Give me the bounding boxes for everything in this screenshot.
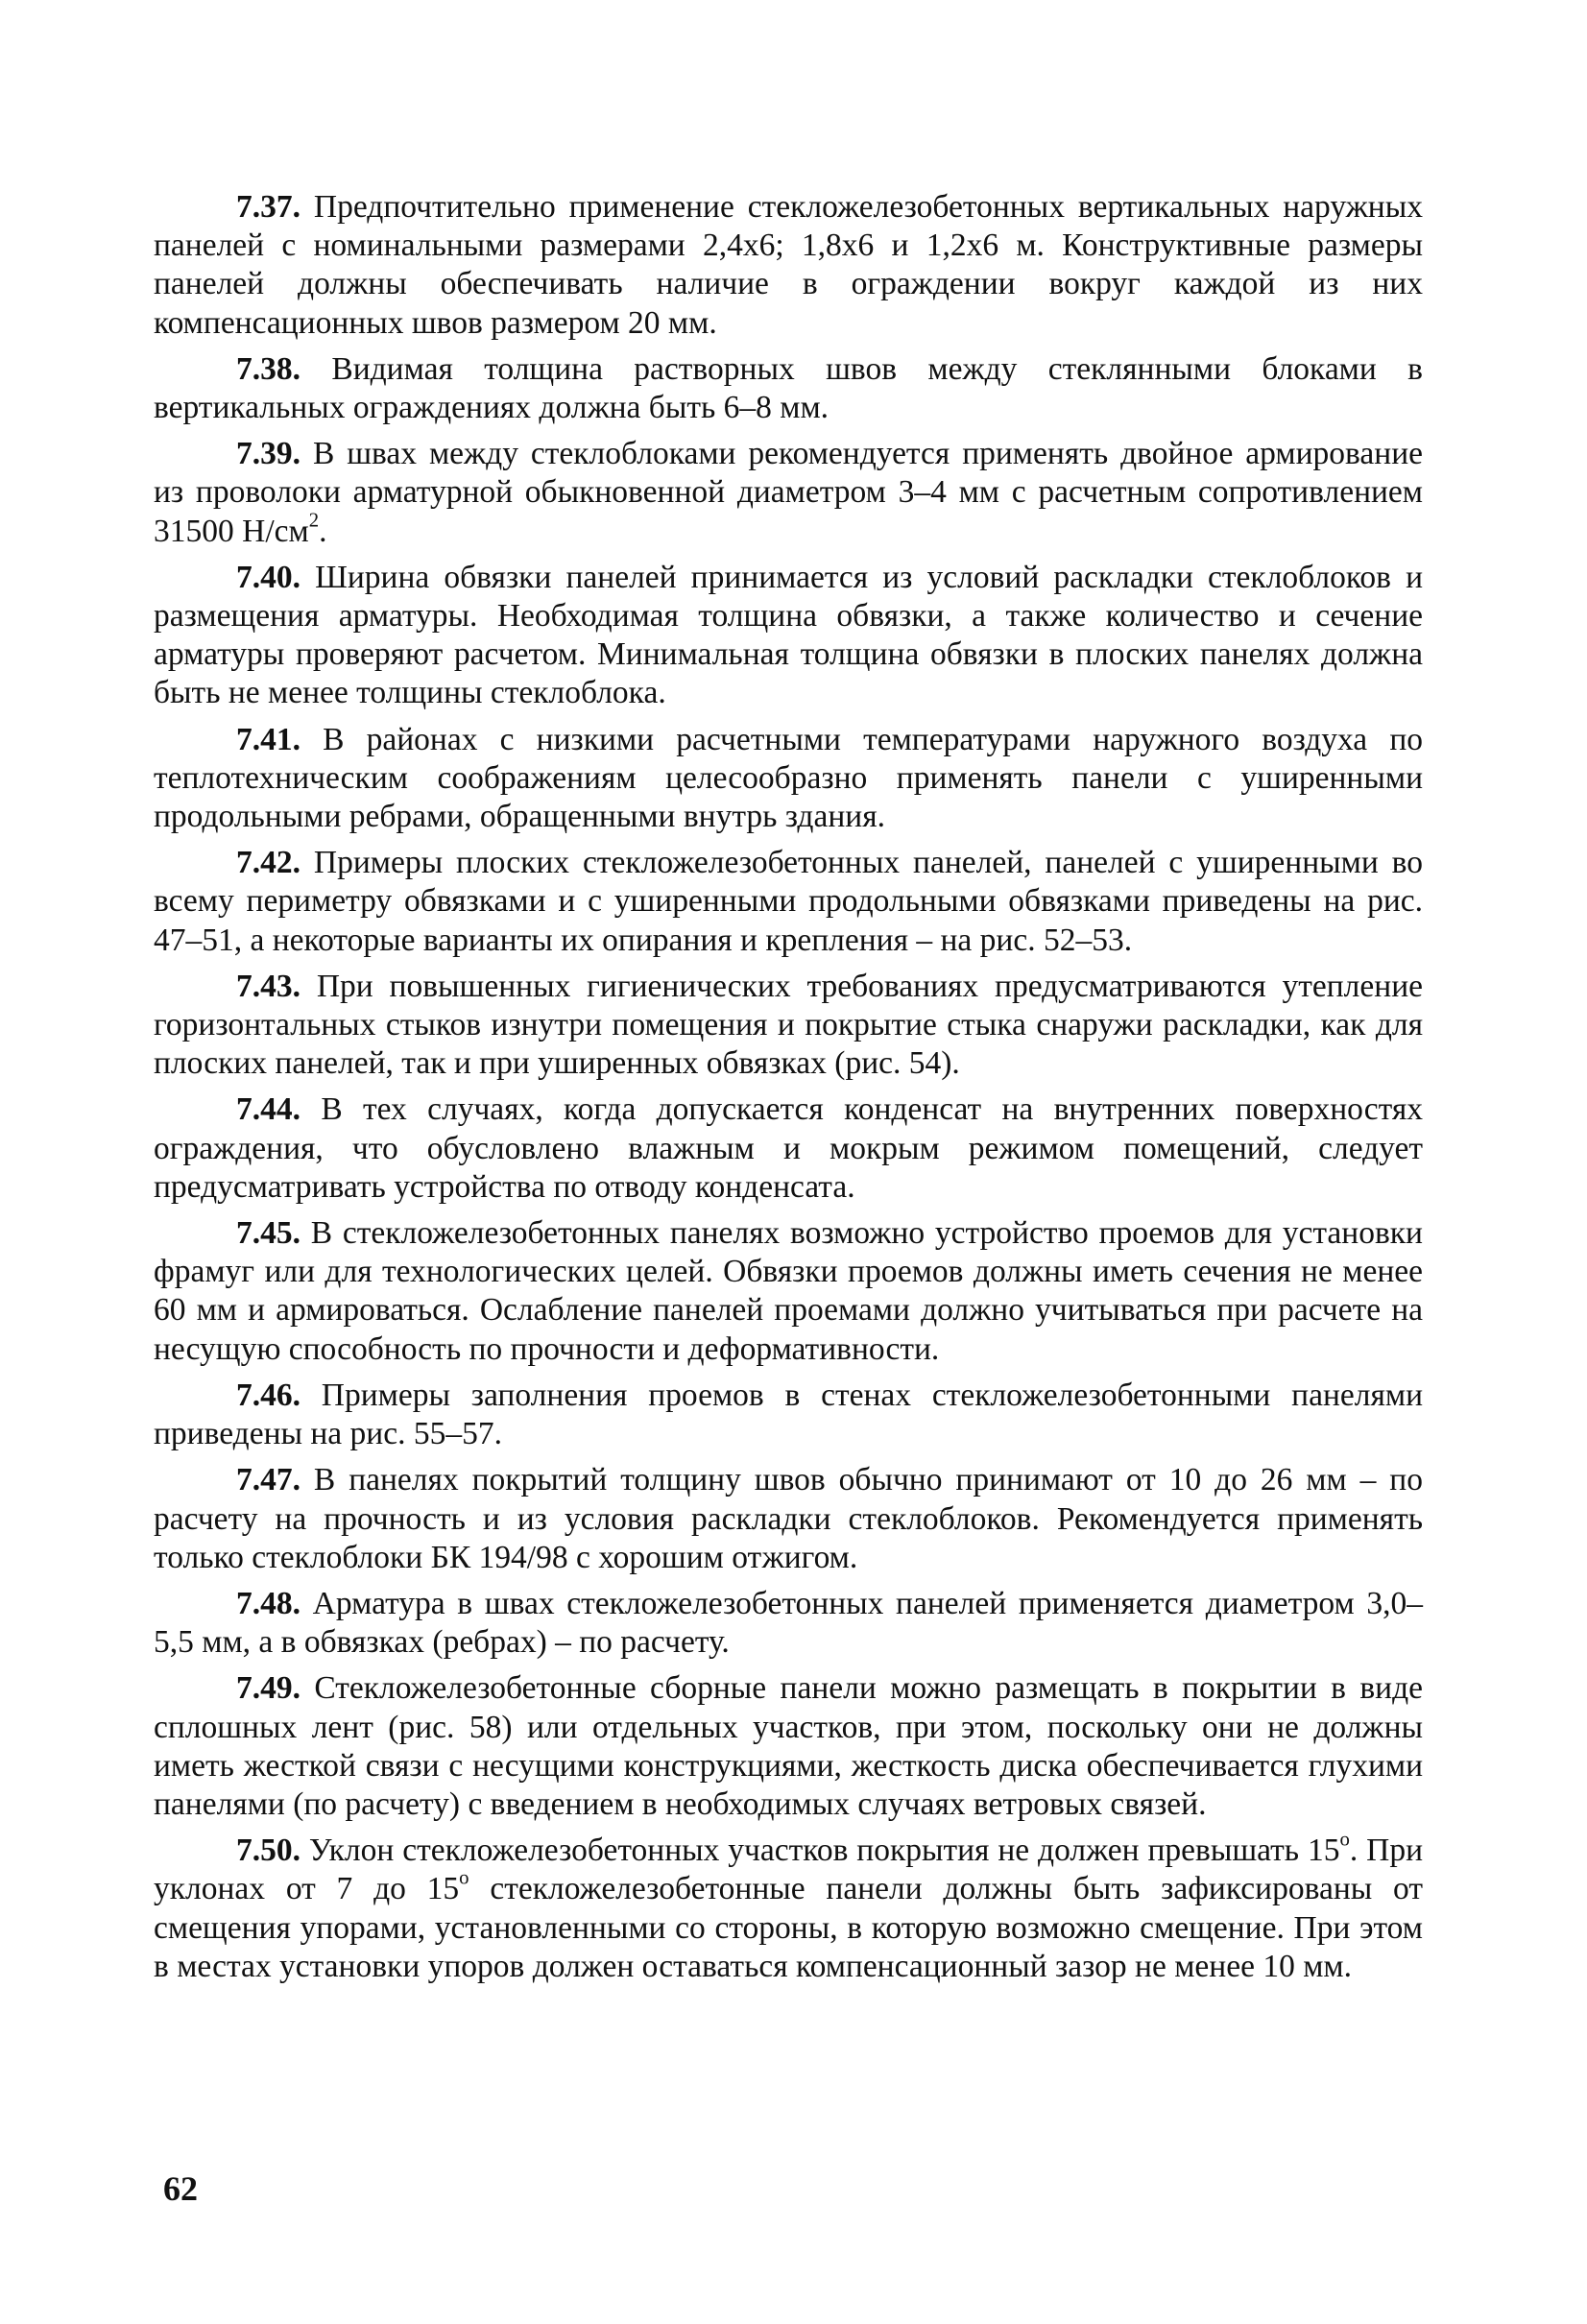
superscript: о [459, 1866, 469, 1889]
superscript: 2 [308, 509, 320, 532]
clause-number: 7.41. [236, 721, 301, 757]
paragraph-7-41 [154, 721, 1423, 837]
clause-text: В швах между стеклоблоками рекомендуется применять двойное армирование из проволоки арматурной обыкновенной диаметром 3–4 мм с расчетным сопротивлением 31500 Н/см [154, 436, 1423, 549]
paragraph-7-38 [154, 350, 1423, 427]
clause-text-tail: стекложелезобетонные панели должны быть зафиксированы от смещения упорами, установленными со стороны, в которую возможно смещение. При этом в местах установки упоров должен оставаться компенсационный зазор не менее 10 мм. [154, 1871, 1423, 1984]
page-body [154, 188, 1423, 1994]
clause-text-tail: . [319, 513, 327, 549]
paragraph-7-46 [154, 1377, 1423, 1453]
clause-number: 7.42. [236, 845, 301, 881]
page-number: 62 [163, 2169, 198, 2208]
paragraph-7-50 [154, 1828, 1423, 1986]
clause-text: При повышенных гигиенических требованиях предусматриваются утепление горизонтальных стыков изнутри помещения и покрытие стыка снаружи раскладки, как для плоских панелей, так и при уширенных обвязках (рис. 54). [154, 968, 1423, 1082]
clause-number: 7.47. [236, 1462, 301, 1498]
superscript: о [1339, 1828, 1350, 1851]
paragraph-7-44 [154, 1090, 1423, 1207]
clause-text: Примеры заполнения проемов в стенах стекложелезобетонными панелями приведены на рис. 55–57. [154, 1377, 1423, 1452]
clause-number: 7.39. [236, 436, 301, 472]
clause-text: Ширина обвязки панелей принимается из условий раскладки стеклоблоков и размещения арматуры. Необходимая толщина обвязки, а также количество и сечение арматуры проверяют расчетом. Минимальная толщина обвязки в плоских панелях должна быть не менее толщины стеклоблока. [154, 559, 1423, 711]
clause-number: 7.40. [236, 559, 301, 595]
clause-number: 7.45. [236, 1215, 301, 1252]
clause-number: 7.37. [236, 189, 301, 225]
paragraph-7-43 [154, 968, 1423, 1084]
clause-text: Примеры плоских стекложелезобетонных панелей, панелей с уширенными во всему периметру обвязками и с уширенными продольными обвязками приведены на рис. 47–51, а некоторые варианты их опирания и крепления – на рис. 52–53. [154, 845, 1423, 958]
clause-number: 7.44. [236, 1091, 301, 1128]
clause-text: Арматура в швах стекложелезобетонных панелей применяется диаметром 3,0–5,5 мм, а в обвязках (ребрах) – по расчету. [154, 1585, 1423, 1661]
paragraph-7-37 [154, 188, 1423, 343]
clause-text: Уклон стекложелезобетонных участков покрытия не должен превышать 15 [301, 1833, 1340, 1869]
clause-text: В панелях покрытий толщину швов обычно принимают от 10 до 26 мм – по расчету на прочность и из условия раскладки стеклоблоков. Рекомендуется применять только стеклоблоки БК 194/98 с хорошим отжигом. [154, 1462, 1423, 1575]
clause-text: В стекложелезобетонных панелях возможно устройство проемов для установки фрамуг или для технологических целей. Обвязки проемов должны иметь сечения не менее 60 мм и армироваться. Ослабление панелей проемами должно учитываться при расчете на несущую способность по прочности и деформативности. [154, 1215, 1423, 1367]
clause-number: 7.50. [236, 1833, 301, 1869]
clause-number: 7.49. [236, 1670, 301, 1707]
clause-text: В тех случаях, когда допускается конденсат на внутренних поверхностях ограждения, что обусловлено влажным и мокрым режимом помещений, следует предусматривать устройства по отводу конденсата. [154, 1091, 1423, 1205]
clause-text: Видимая толщина растворных швов между стеклянными блоками в вертикальных ограждениях должна быть 6–8 мм. [154, 350, 1423, 426]
clause-text: Стекложелезобетонные сборные панели можно размещать в покрытии в виде сплошных лент (рис. 58) или отдельных участков, при этом, поскольку они не должны иметь жесткой связи с несущими конструкциями, жесткость диска обеспечивается глухими панелями (по расчету) с введением в необходимых случаях ветровых связей. [154, 1670, 1423, 1822]
paragraph-7-45 [154, 1214, 1423, 1369]
paragraph-7-48 [154, 1585, 1423, 1662]
clause-number: 7.46. [236, 1377, 301, 1413]
clause-text: В районах с низкими расчетными температурами наружного воздуха по теплотехническим соображениям целесообразно применять панели с уширенными продольными ребрами, обращенными внутрь здания. [154, 721, 1423, 835]
clause-text-tail: . При уклонах от 7 до 15 [154, 1833, 1423, 1907]
paragraph-7-40 [154, 559, 1423, 713]
paragraph-7-49 [154, 1669, 1423, 1824]
clause-number: 7.38. [236, 350, 301, 387]
paragraph-7-42 [154, 844, 1423, 960]
clause-number: 7.48. [236, 1585, 301, 1621]
clause-text: Предпочтительно применение стекложелезобетонных вертикальных наружных панелей с номинальными размерами 2,4х6; 1,8х6 и 1,2х6 м. Конструктивные размеры панелей должны обеспечивать наличие в ограждении вокруг каждой из них компенсационных швов размером 20 мм. [154, 189, 1423, 341]
paragraph-7-39 [154, 435, 1423, 551]
clause-number: 7.43. [236, 968, 301, 1004]
paragraph-7-47 [154, 1461, 1423, 1577]
